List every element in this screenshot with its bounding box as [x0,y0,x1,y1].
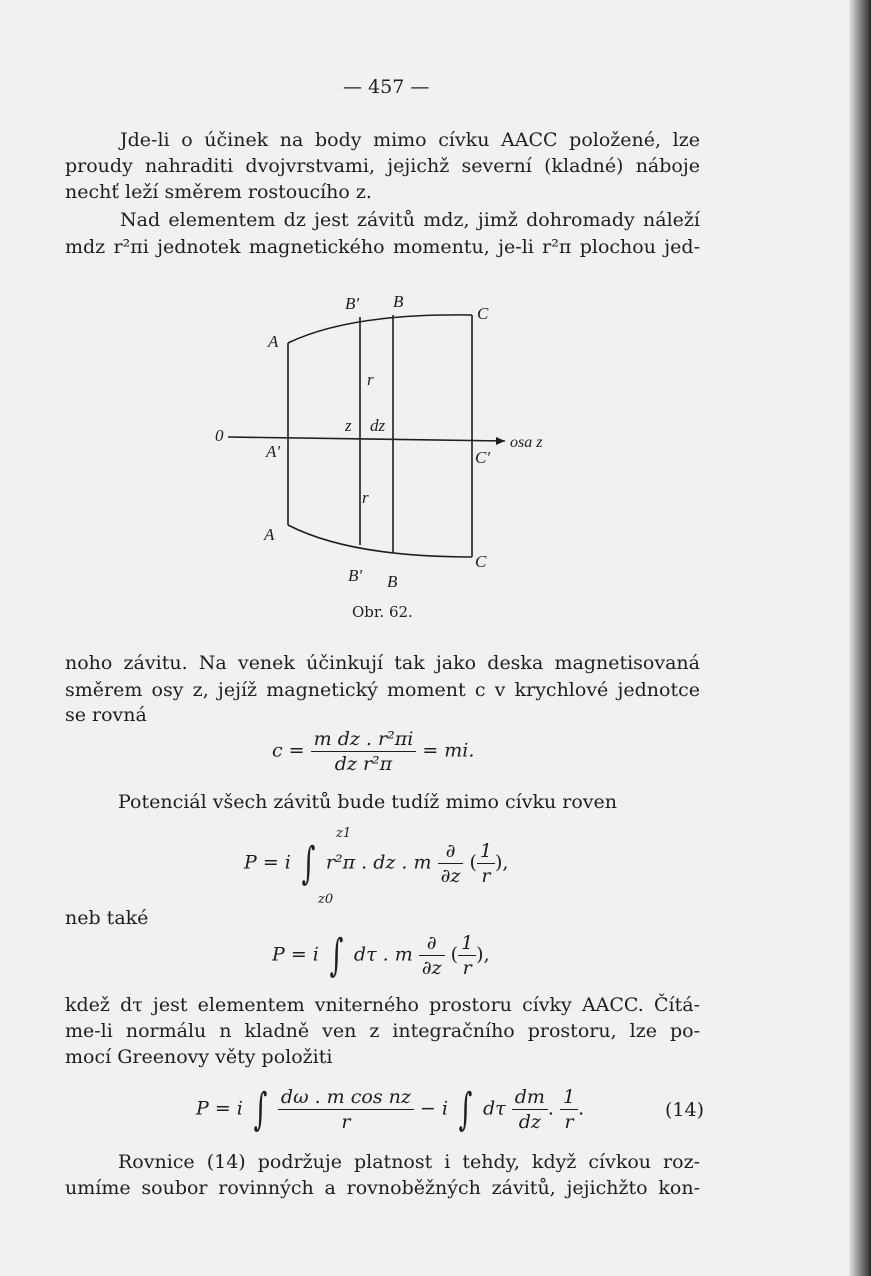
eq3-inner-num: 1 [458,932,476,956]
paragraph-1-line-3: nechť leží směrem rostoucího z. [65,181,372,203]
integral-sign-icon: ∫ [253,1083,268,1135]
eq4-tail: . [578,1097,585,1120]
paragraph-6-line-2: me-li normálu n kladně ven z integračního prostoru, lze po- [65,1020,700,1042]
eq2-upper-limit: z1 [336,826,352,841]
eq4-frac2-num: dm [512,1086,548,1110]
eq3-inner [458,932,476,979]
eq4-dtau: dτ [482,1097,506,1120]
paragraph-7-line-1: Rovnice (14) podržuje platnost i tehdy, když cívkou roz- [118,1151,700,1173]
eq4-frac2-den: dz [518,1111,541,1133]
eq1-rhs: = mi. [422,739,475,762]
eq1-fraction [311,728,417,775]
eq2-paren-open: ( [469,851,477,874]
equation-14: P = i ∫ $\frac{\text{dω . m cos nz}}{r}$ − i ∫ dτ $\frac{dm}{dz}$ . $\frac{1}{r}$ . [196,1083,585,1135]
eq2-lhs: P = i [244,851,291,874]
paragraph-5: neb také [65,907,149,929]
eq2-body: r²π . dz . m [325,851,432,874]
coil-outline-top [288,315,472,343]
eq4-frac1-num: dω . m cos nz [278,1086,414,1110]
eq4-frac3-num: 1 [560,1086,578,1110]
eq2-paren-close: ) [494,851,503,874]
axis-line [228,437,505,441]
eq2-inner-num: 1 [477,840,495,864]
paragraph-3-line-1: noho závitu. Na venek účinkují tak jako deska magnetisovaná [65,652,700,674]
equation-number: (14) [665,1099,705,1121]
paragraph-3-line-3: se rovná [65,704,147,726]
eq1-numerator: m dz . r²πi [311,728,417,752]
integral-sign-icon: ∫ [458,1083,473,1135]
label-a-prime: A' [266,442,281,461]
label-b-top: B [393,292,404,311]
eq2-inner [477,840,495,887]
eq3-paren-close: ) [476,943,484,966]
axis-arrowhead [496,437,505,445]
eq3-inner-den: r [462,957,472,979]
paragraph-1-line-2: proudy nahraditi dvojvrstvami, jejichž severní (kladné) náboje [65,155,700,177]
label-dz: dz [370,416,386,435]
eq2-d-num: ∂ [438,840,464,864]
label-r-bottom: r [362,488,369,507]
label-c-prime: C' [475,448,490,467]
eq3-d-den: ∂z [421,957,442,979]
eq3-paren-open: ( [450,943,459,966]
equation-potential-2 [272,929,490,981]
eq4-lhs: P = i [196,1097,243,1120]
paragraph-7-line-2: umíme soubor rovinných a rovnoběžných závitů, jejichžto kon- [65,1177,700,1199]
figure-caption: Obr. 62. [352,603,413,621]
paragraph-6-line-1: kdež dτ jest elementem vniterného prostoru cívky AACC. Čítá- [65,994,700,1016]
page-edge-shadow [849,0,871,1276]
label-z: z [345,416,352,435]
label-b-prime-bottom: B' [348,566,363,585]
coil-outline-bottom [288,525,472,557]
label-r-top: r [367,370,374,389]
integral-sign-icon: ∫ [329,929,344,981]
eq4-frac1-den: r [341,1111,351,1133]
eq3-lhs: P = i [272,943,319,966]
paragraph-4: Potenciál všech závitů bude tudíž mimo cívku roven [118,791,618,813]
eq2-derivative [438,840,464,887]
paragraph-2-line-2: mdz r²πi jednotek magnetického momentu, je-li r²π plochou jed- [65,236,700,258]
label-axis: osa z [510,434,543,451]
eq3-derivative [419,932,445,979]
eq1-lhs: c = [272,739,305,762]
label-origin: 0 [215,426,224,445]
coil-figure [200,285,570,605]
eq4-fraction-1 [278,1086,414,1133]
page-number: — 457 — [343,76,430,98]
label-c-bottom: C [475,552,487,571]
equation-potential-1 [244,837,509,889]
paragraph-3-line-2: směrem osy z, jejíž magnetický moment c v krychlové jednotce [65,679,700,701]
paragraph-2-line-1: Nad elementem dz jest závitů mdz, jimž dohromady náleží [120,209,700,231]
label-b-bottom: B [387,572,398,591]
label-b-prime-top: B' [345,294,360,313]
eq3-body: dτ . m [353,943,413,966]
eq2-lower-limit: z0 [318,892,334,907]
eq2-inner-den: r [481,865,491,887]
integral-sign-icon: ∫ [301,837,316,889]
eq2-tail: , [502,851,509,874]
paragraph-1-line-1: Jde-li o účinek na body mimo cívku AACC položené, lze [120,129,700,151]
eq4-mid: − i [419,1097,448,1120]
eq4-fraction-2 [512,1086,548,1133]
label-a-bottom: A [264,525,275,544]
label-c-top: C [477,304,489,323]
eq4-frac3-den: r [564,1111,574,1133]
eq1-denominator: dz r²π [334,753,393,775]
eq3-d-num: ∂ [419,932,445,956]
eq2-d-den: ∂z [440,865,461,887]
label-a-top: A [268,332,279,351]
eq4-fraction-3 [560,1086,578,1133]
paragraph-6-line-3: mocí Greenovy věty položiti [65,1046,333,1068]
eq3-tail: , [483,943,490,966]
equation-c [272,728,474,775]
